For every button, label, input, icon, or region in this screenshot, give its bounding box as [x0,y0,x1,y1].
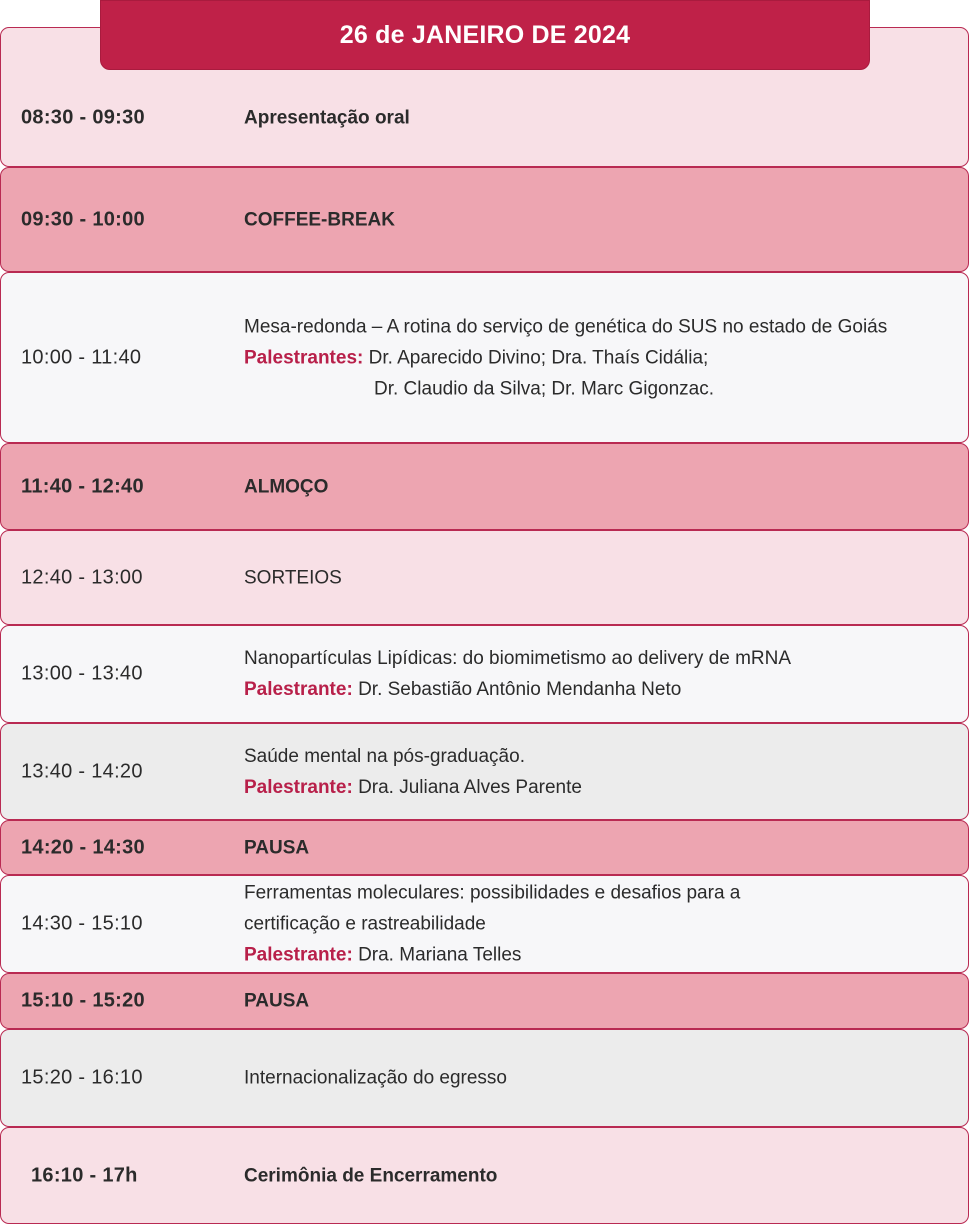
row-title: COFFEE-BREAK [244,209,395,230]
row-details [244,311,954,404]
row-title: PAUSA [244,990,310,1012]
row-time: 16:10 - 17h [31,1164,138,1186]
speaker-names: Dr. Sebastião Antônio Mendanha Neto [358,679,682,700]
schedule-row [0,1127,969,1224]
row-title: Nanopartículas Lipídicas: do biomimetismo ao delivery de mRNA [244,648,792,669]
row-details [244,643,954,705]
row-time: 14:30 - 15:10 [21,912,143,935]
row-speakers [244,772,954,803]
schedule-row [0,272,969,443]
row-title-line-1: Ferramentas moleculares: possibilidades e desafios para a [244,882,741,904]
row-speakers [244,342,954,373]
schedule-row [0,443,969,530]
schedule-row [0,723,969,820]
row-time: 13:00 - 13:40 [21,662,143,685]
row-title: Mesa-redonda – A rotina do serviço de genética do SUS no estado de Goiás [244,316,888,337]
row-title: PAUSA [244,837,310,858]
row-title-line-2: certificação e rastreabilidade [244,913,486,935]
schedule-row [0,167,969,272]
row-title: Internacionalização do egresso [244,1067,508,1089]
row-title: Apresentação oral [244,107,410,129]
schedule-row [0,1029,969,1127]
row-time: 09:30 - 10:00 [21,208,145,230]
row-speakers [244,674,954,705]
schedule-date-header [100,0,870,70]
speaker-label: Palestrante: [244,679,353,700]
row-speakers [244,940,954,971]
schedule-row [0,530,969,625]
schedule-row [0,875,969,973]
speaker-names: Dr. Aparecido Divino; Dra. Thaís Cidália; [368,347,709,368]
speaker-label: Palestrante: [244,776,353,798]
row-time: 08:30 - 09:30 [21,106,145,129]
row-details [244,878,954,971]
row-time: 14:20 - 14:30 [21,836,145,858]
row-details [244,741,954,803]
row-time: 13:40 - 14:20 [21,760,143,782]
speaker-names: Dra. Mariana Telles [358,944,522,966]
row-title: Cerimônia de Encerramento [244,1165,498,1186]
schedule-row [0,820,969,875]
speaker-label: Palestrante: [244,944,353,966]
schedule-date-title: 26 de JANEIRO DE 2024 [339,20,631,49]
row-title: Saúde mental na pós-graduação. [244,745,525,767]
speaker-names: Dra. Juliana Alves Parente [358,776,582,798]
row-time: 15:20 - 16:10 [21,1066,143,1089]
row-time: 12:40 - 13:00 [21,566,143,588]
speaker-names-continued: Dr. Claudio da Silva; Dr. Marc Gigonzac. [374,378,715,399]
row-time: 15:10 - 15:20 [21,989,145,1012]
row-time: 11:40 - 12:40 [21,475,144,497]
row-title: SORTEIOS [244,567,342,588]
row-time: 10:00 - 11:40 [21,346,142,368]
row-title: ALMOÇO [244,476,329,497]
speaker-label: Palestrantes: [244,347,364,368]
schedule-row [0,973,969,1029]
schedule-row [0,625,969,723]
